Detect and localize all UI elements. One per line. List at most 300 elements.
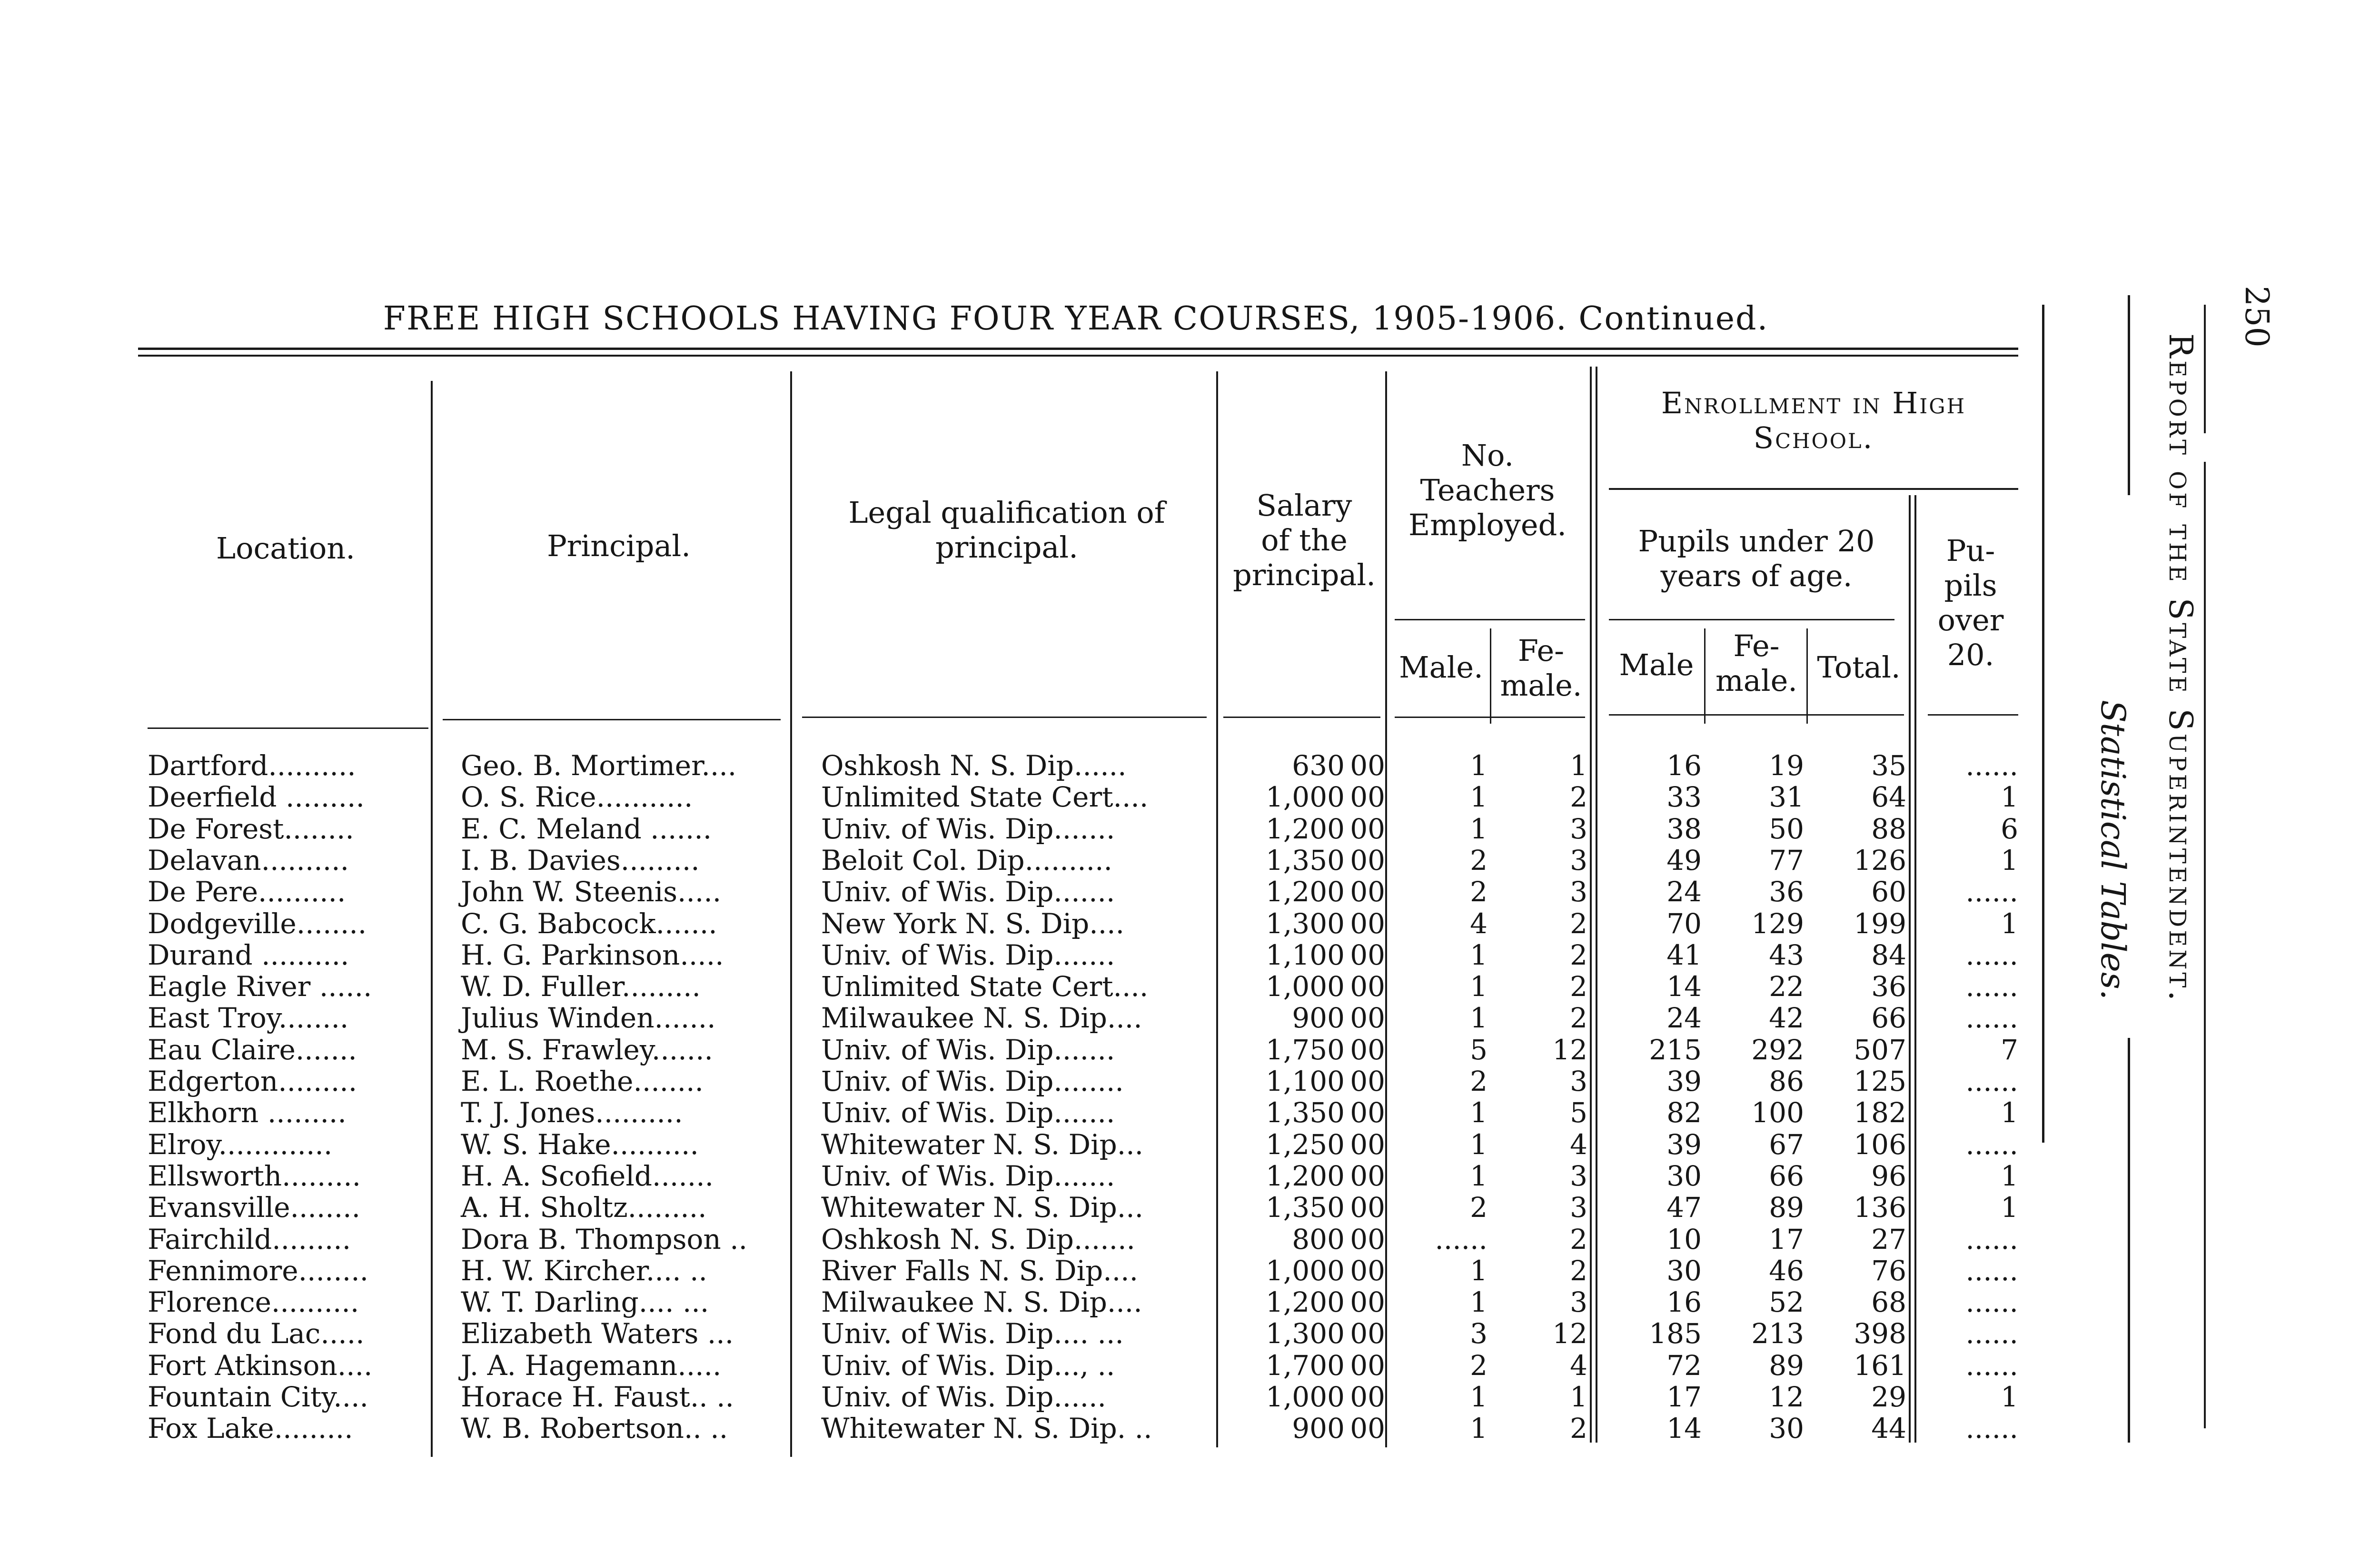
- cell-qualification: Univ. of Wis. Dip.......: [821, 1159, 1115, 1192]
- cell-p-female: 46: [1769, 1254, 1804, 1287]
- cell-qualification: Univ. of Wis. Dip.......: [821, 1096, 1115, 1129]
- cell-qualification: Oshkosh N. S. Dip......: [821, 749, 1127, 782]
- cell-p-total: 66: [1871, 1002, 1906, 1035]
- cell-t-male: 1: [1470, 749, 1488, 782]
- cell-over20: 1: [2001, 844, 2018, 877]
- header-qualification-line1: Legal qualification of: [848, 495, 1165, 530]
- cell-p-male: 38: [1666, 812, 1702, 845]
- cell-location: East Troy........: [148, 1002, 349, 1035]
- col-rule-qualification: [1216, 371, 1218, 1447]
- header-over20-line4: 20.: [1947, 638, 1994, 673]
- cell-qualification: Univ. of Wis. Dip......: [821, 1381, 1106, 1413]
- cell-location: Elkhorn .........: [148, 1096, 347, 1129]
- header-over20-line2: pils: [1944, 568, 1997, 603]
- header-over20-line3: over: [1937, 603, 2004, 638]
- header-salary-line2: of the: [1261, 523, 1348, 558]
- cell-p-male: 41: [1666, 938, 1702, 971]
- cell-qualification: Oshkosh N. S. Dip.......: [821, 1223, 1135, 1255]
- col-rule-principal: [790, 371, 792, 1457]
- header-pupils-female-line1: Fe-: [1733, 628, 1780, 663]
- cell-p-total: 27: [1871, 1223, 1906, 1255]
- cell-cents: 00: [1350, 1286, 1385, 1319]
- cell-p-male: 10: [1666, 1223, 1702, 1255]
- cell-p-total: 44: [1871, 1412, 1906, 1445]
- col-rule-pupil-female: [1806, 628, 1808, 724]
- header-teachers-line1: No.: [1461, 438, 1514, 473]
- cell-p-female: 17: [1769, 1223, 1804, 1255]
- cell-p-male: 30: [1666, 1159, 1702, 1192]
- cell-location: Evansville........: [148, 1191, 361, 1224]
- cell-p-total: 136: [1854, 1191, 1906, 1224]
- cell-p-male: 72: [1666, 1349, 1702, 1382]
- cell-principal: H. G. Parkinson.....: [461, 938, 724, 971]
- cell-salary: 800: [1292, 1223, 1345, 1255]
- cell-t-male: 1: [1470, 1096, 1488, 1129]
- header-enrollment-line1: Enrollment in High: [1661, 386, 1966, 420]
- cell-qualification: Milwaukee N. S. Dip....: [821, 1002, 1142, 1035]
- cell-qualification: New York N. S. Dip....: [821, 907, 1125, 940]
- cell-principal: Horace H. Faust.. ..: [461, 1381, 734, 1413]
- cell-p-female: 67: [1769, 1128, 1804, 1161]
- title-rule-top: [138, 348, 2018, 350]
- header-bottom-rule-teachers: [1395, 717, 1585, 718]
- cell-p-female: 43: [1769, 938, 1804, 971]
- cell-principal: C. G. Babcock.......: [461, 907, 717, 940]
- cell-p-male: 24: [1666, 1002, 1702, 1035]
- cell-cents: 00: [1350, 876, 1385, 908]
- header-qualification: [819, 495, 1195, 565]
- header-bottom-rule-principal: [443, 719, 781, 720]
- cell-cents: 00: [1350, 1349, 1385, 1382]
- cell-t-male: 4: [1470, 907, 1488, 940]
- cell-over20: ......: [1965, 1286, 2018, 1319]
- cell-p-female: 89: [1769, 1349, 1804, 1382]
- cell-qualification: Univ. of Wis. Dip.......: [821, 938, 1115, 971]
- cell-p-female: 213: [1751, 1317, 1804, 1350]
- cell-t-female: 2: [1570, 938, 1587, 971]
- cell-location: De Forest........: [148, 812, 354, 845]
- cell-t-female: 1: [1570, 1381, 1587, 1413]
- cell-cents: 00: [1350, 1412, 1385, 1445]
- cell-over20: 1: [2001, 907, 2018, 940]
- cell-p-female: 86: [1769, 1065, 1804, 1097]
- cell-principal: W. S. Hake..........: [461, 1128, 699, 1161]
- cell-p-male: 185: [1649, 1317, 1702, 1350]
- cell-salary: 1,000: [1265, 781, 1345, 814]
- cell-qualification: Univ. of Wis. Dip..., ..: [821, 1349, 1115, 1382]
- cell-p-female: 89: [1769, 1191, 1804, 1224]
- cell-t-male: 2: [1470, 1191, 1488, 1224]
- cell-over20: ......: [1965, 876, 2018, 908]
- header-pupils-over-20: [1923, 533, 2018, 673]
- header-pupils-male: Male: [1619, 648, 1694, 682]
- col-rule-location: [431, 381, 433, 1457]
- cell-t-female: 3: [1570, 844, 1587, 877]
- cell-principal: Geo. B. Mortimer....: [461, 749, 737, 782]
- cell-p-total: 161: [1854, 1349, 1906, 1382]
- header-pupils-total: Total.: [1817, 650, 1901, 685]
- cell-salary: 1,100: [1265, 1065, 1345, 1097]
- cell-p-total: 126: [1854, 844, 1906, 877]
- header-enrollment-line2: School.: [1753, 420, 1874, 456]
- cell-cents: 00: [1350, 1033, 1385, 1066]
- cell-cents: 00: [1350, 1096, 1385, 1129]
- cell-salary: 900: [1292, 1002, 1345, 1035]
- cell-over20: ......: [1965, 1002, 2018, 1035]
- cell-p-male: 49: [1666, 844, 1702, 877]
- header-over20-line1: Pu-: [1946, 533, 1995, 568]
- header-teachers-female-line1: Fe-: [1517, 633, 1565, 668]
- cell-p-male: 17: [1666, 1381, 1702, 1413]
- cell-over20: 6: [2001, 812, 2018, 845]
- cell-location: Fond du Lac.....: [148, 1317, 365, 1350]
- cell-salary: 1,200: [1265, 812, 1345, 845]
- cell-t-female: 3: [1570, 1065, 1587, 1097]
- cell-t-male: 1: [1470, 938, 1488, 971]
- cell-p-total: 106: [1854, 1128, 1906, 1161]
- cell-t-male: 2: [1470, 876, 1488, 908]
- cell-cents: 00: [1350, 970, 1385, 1003]
- cell-p-male: 39: [1666, 1128, 1702, 1161]
- header-pupils-under-20-line1: Pupils under 20: [1638, 524, 1875, 558]
- header-bottom-rule-over20: [1928, 714, 2018, 716]
- cell-p-male: 33: [1666, 781, 1702, 814]
- header-teachers: [1390, 438, 1585, 542]
- cell-t-female: 3: [1570, 876, 1587, 908]
- header-pupils-under-20-line2: years of age.: [1660, 558, 1853, 594]
- cell-location: Ellsworth.........: [148, 1159, 361, 1192]
- cell-salary: 1,750: [1265, 1033, 1345, 1066]
- cell-salary: 1,250: [1265, 1128, 1345, 1161]
- cell-t-female: 2: [1570, 1223, 1587, 1255]
- cell-p-male: 39: [1666, 1065, 1702, 1097]
- cell-location: Durand ..........: [148, 938, 349, 971]
- cell-p-total: 68: [1871, 1286, 1906, 1319]
- cell-p-male: 16: [1666, 1286, 1702, 1319]
- col-rule-pupil-male: [1704, 628, 1706, 724]
- cell-salary: 1,100: [1265, 938, 1345, 971]
- header-principal: Principal.: [547, 528, 691, 563]
- cell-t-male: 1: [1470, 1002, 1488, 1035]
- cell-principal: W. T. Darling.... ...: [461, 1286, 709, 1319]
- cell-t-male: 2: [1470, 1349, 1488, 1382]
- cell-cents: 00: [1350, 781, 1385, 814]
- running-head: Report of the State Superintendent.: [2162, 333, 2199, 1004]
- cell-principal: H. A. Scofield.......: [461, 1159, 714, 1192]
- cell-t-female: 2: [1570, 907, 1587, 940]
- cell-location: Delavan..........: [148, 844, 349, 877]
- cell-t-male: 3: [1470, 1317, 1488, 1350]
- cell-t-male: 5: [1470, 1033, 1488, 1066]
- cell-p-male: 82: [1666, 1096, 1702, 1129]
- cell-salary: 630: [1292, 749, 1345, 782]
- cell-location: Elroy.............: [148, 1128, 333, 1161]
- cell-p-female: 30: [1769, 1412, 1804, 1445]
- cell-cents: 00: [1350, 1381, 1385, 1413]
- cell-p-male: 16: [1666, 749, 1702, 782]
- cell-t-male: 1: [1470, 1159, 1488, 1192]
- pupils-sub-rule: [1609, 619, 1894, 620]
- cell-salary: 1,300: [1265, 1317, 1345, 1350]
- cell-t-female: 2: [1570, 1254, 1587, 1287]
- cell-cents: 00: [1350, 1002, 1385, 1035]
- cell-salary: 1,350: [1265, 844, 1345, 877]
- header-bottom-rule-pupils: [1609, 714, 1904, 716]
- cell-p-female: 52: [1769, 1286, 1804, 1319]
- outer-margin-rule-lower: [2204, 462, 2206, 1428]
- cell-t-female: 1: [1570, 749, 1587, 782]
- cell-qualification: Univ. of Wis. Dip.......: [821, 1033, 1115, 1066]
- col-rule-teachers-a: [1590, 367, 1592, 1443]
- cell-t-male: 1: [1470, 1381, 1488, 1413]
- cell-t-male: 1: [1470, 1286, 1488, 1319]
- cell-cents: 00: [1350, 812, 1385, 845]
- col-rule-teacher-sub: [1490, 628, 1491, 724]
- cell-salary: 1,200: [1265, 1159, 1345, 1192]
- cell-p-female: 66: [1769, 1159, 1804, 1192]
- cell-p-female: 31: [1769, 781, 1804, 814]
- cell-p-total: 29: [1871, 1381, 1906, 1413]
- section-label: Statistical Tables.: [2093, 700, 2132, 1000]
- cell-p-male: 47: [1666, 1191, 1702, 1224]
- cell-principal: T. J. Jones..........: [461, 1096, 683, 1129]
- cell-p-total: 199: [1854, 907, 1906, 940]
- cell-salary: 1,300: [1265, 907, 1345, 940]
- cell-over20: ......: [1965, 749, 2018, 782]
- cell-over20: 1: [2001, 781, 2018, 814]
- cell-location: Fort Atkinson....: [148, 1349, 373, 1382]
- cell-location: Fennimore........: [148, 1254, 369, 1287]
- cell-t-male: 2: [1470, 844, 1488, 877]
- cell-p-total: 398: [1854, 1317, 1906, 1350]
- cell-location: Fountain City....: [148, 1381, 368, 1413]
- cell-t-female: 3: [1570, 812, 1587, 845]
- header-pupils-female: [1706, 628, 1806, 698]
- cell-salary: 900: [1292, 1412, 1345, 1445]
- cell-location: De Pere..........: [148, 876, 346, 908]
- cell-principal: W. D. Fuller.........: [461, 970, 701, 1003]
- header-bottom-rule-salary: [1223, 717, 1380, 718]
- cell-principal: John W. Steenis.....: [461, 876, 722, 908]
- cell-cents: 00: [1350, 749, 1385, 782]
- cell-t-female: 3: [1570, 1191, 1587, 1224]
- header-salary: [1226, 488, 1383, 592]
- header-bottom-rule-location: [148, 727, 428, 729]
- cell-t-male: 1: [1470, 812, 1488, 845]
- cell-salary: 1,200: [1265, 876, 1345, 908]
- cell-salary: 1,350: [1265, 1096, 1345, 1129]
- cell-over20: 7: [2001, 1033, 2018, 1066]
- cell-over20: ......: [1965, 1128, 2018, 1161]
- cell-cents: 00: [1350, 1065, 1385, 1097]
- cell-p-male: 14: [1666, 970, 1702, 1003]
- cell-qualification: Whitewater N. S. Dip...: [821, 1128, 1144, 1161]
- cell-cents: 00: [1350, 1254, 1385, 1287]
- cell-location: Eagle River ......: [148, 970, 372, 1003]
- cell-p-total: 36: [1871, 970, 1906, 1003]
- header-enrollment: [1609, 386, 2018, 455]
- header-teachers-line2: Teachers: [1420, 473, 1555, 508]
- header-pupils-female-line2: male.: [1716, 663, 1797, 698]
- cell-location: Eau Claire.......: [148, 1033, 357, 1066]
- cell-location: Deerfield .........: [148, 781, 365, 814]
- header-bottom-rule-qualification: [802, 717, 1207, 718]
- cell-p-male: 24: [1666, 876, 1702, 908]
- cell-location: Fairchild.........: [148, 1223, 351, 1255]
- header-salary-line1: Salary: [1256, 488, 1352, 523]
- cell-p-total: 64: [1871, 781, 1906, 814]
- cell-principal: A. H. Sholtz.........: [461, 1191, 707, 1224]
- cell-p-female: 100: [1751, 1096, 1804, 1129]
- cell-location: Fox Lake.........: [148, 1412, 353, 1445]
- cell-t-female: 2: [1570, 781, 1587, 814]
- cell-p-female: 22: [1769, 970, 1804, 1003]
- cell-p-total: 88: [1871, 812, 1906, 845]
- cell-qualification: River Falls N. S. Dip....: [821, 1254, 1139, 1287]
- cell-qualification: Milwaukee N. S. Dip....: [821, 1286, 1142, 1319]
- cell-over20: ......: [1965, 970, 2018, 1003]
- cell-over20: 1: [2001, 1096, 2018, 1129]
- cell-t-female: 4: [1570, 1349, 1587, 1382]
- cell-p-male: 215: [1649, 1033, 1702, 1066]
- cell-cents: 00: [1350, 1223, 1385, 1255]
- cell-p-total: 96: [1871, 1159, 1906, 1192]
- cell-over20: ......: [1965, 1065, 2018, 1097]
- cell-location: Dodgeville........: [148, 907, 367, 940]
- cell-salary: 1,200: [1265, 1286, 1345, 1319]
- cell-location: Florence..........: [148, 1286, 359, 1319]
- cell-over20: ......: [1965, 1317, 2018, 1350]
- teachers-sub-rule: [1395, 619, 1585, 620]
- cell-t-female: 2: [1570, 970, 1587, 1003]
- cell-p-female: 19: [1769, 749, 1804, 782]
- cell-cents: 00: [1350, 1159, 1385, 1192]
- enrollment-rule: [1609, 488, 2018, 490]
- cell-principal: H. W. Kircher.... ..: [461, 1254, 707, 1287]
- cell-location: Dartford..........: [148, 749, 356, 782]
- margin-rule-lower: [2128, 1038, 2130, 1443]
- outer-margin-rule-upper: [2204, 305, 2206, 433]
- cell-p-female: 77: [1769, 844, 1804, 877]
- cell-principal: W. B. Robertson.. ..: [461, 1412, 728, 1445]
- cell-principal: O. S. Rice...........: [461, 781, 693, 814]
- cell-t-male: 1: [1470, 970, 1488, 1003]
- cell-salary: 1,700: [1265, 1349, 1345, 1382]
- cell-qualification: Univ. of Wis. Dip.... ...: [821, 1317, 1124, 1350]
- cell-over20: ......: [1965, 1412, 2018, 1445]
- cell-over20: 1: [2001, 1159, 2018, 1192]
- cell-t-female: 12: [1552, 1033, 1587, 1066]
- cell-p-female: 50: [1769, 812, 1804, 845]
- cell-cents: 00: [1350, 1317, 1385, 1350]
- cell-p-female: 129: [1751, 907, 1804, 940]
- cell-t-male: ......: [1435, 1223, 1488, 1255]
- cell-p-total: 35: [1871, 749, 1906, 782]
- cell-location: Edgerton.........: [148, 1065, 357, 1097]
- col-rule-total-b: [1914, 495, 1916, 1443]
- cell-t-female: 5: [1570, 1096, 1587, 1129]
- table-right-rule: [2042, 305, 2044, 1143]
- page-number: 250: [2238, 286, 2275, 348]
- col-rule-total-a: [1909, 495, 1911, 1443]
- cell-qualification: Unlimited State Cert....: [821, 781, 1149, 814]
- cell-t-female: 12: [1552, 1317, 1587, 1350]
- cell-salary: 1,350: [1265, 1191, 1345, 1224]
- cell-qualification: Whitewater N. S. Dip...: [821, 1191, 1144, 1224]
- table-title: FREE HIGH SCHOOLS HAVING FOUR YEAR COURSES, 1905-1906. Continued.: [383, 300, 1769, 338]
- cell-principal: M. S. Frawley.......: [461, 1033, 713, 1066]
- cell-t-female: 3: [1570, 1286, 1587, 1319]
- cell-principal: Dora B. Thompson ..: [461, 1223, 748, 1255]
- cell-t-male: 1: [1470, 1412, 1488, 1445]
- title-rule-bottom: [138, 355, 2018, 357]
- cell-principal: Elizabeth Waters ...: [461, 1317, 734, 1350]
- cell-t-male: 2: [1470, 1065, 1488, 1097]
- cell-t-male: 1: [1470, 781, 1488, 814]
- cell-p-male: 70: [1666, 907, 1702, 940]
- cell-p-total: 182: [1854, 1096, 1906, 1129]
- cell-p-female: 42: [1769, 1002, 1804, 1035]
- header-qualification-line2: principal.: [935, 530, 1078, 565]
- cell-p-total: 84: [1871, 938, 1906, 971]
- cell-p-total: 125: [1854, 1065, 1906, 1097]
- header-location: Location.: [216, 531, 355, 566]
- cell-qualification: Univ. of Wis. Dip.......: [821, 812, 1115, 845]
- cell-cents: 00: [1350, 938, 1385, 971]
- cell-t-male: 1: [1470, 1128, 1488, 1161]
- header-pupils-under-20: [1609, 524, 1904, 593]
- cell-p-female: 292: [1751, 1033, 1804, 1066]
- cell-over20: ......: [1965, 938, 2018, 971]
- cell-p-female: 36: [1769, 876, 1804, 908]
- cell-over20: ......: [1965, 1254, 2018, 1287]
- cell-t-female: 3: [1570, 1159, 1587, 1192]
- cell-qualification: Unlimited State Cert....: [821, 970, 1149, 1003]
- cell-t-female: 2: [1570, 1002, 1587, 1035]
- cell-principal: Julius Winden.......: [461, 1002, 716, 1035]
- cell-qualification: Beloit Col. Dip..........: [821, 844, 1112, 877]
- cell-qualification: Whitewater N. S. Dip. ..: [821, 1412, 1152, 1445]
- header-teachers-line3: Employed.: [1408, 508, 1567, 543]
- cell-p-male: 14: [1666, 1412, 1702, 1445]
- cell-t-female: 4: [1570, 1128, 1587, 1161]
- cell-p-total: 60: [1871, 876, 1906, 908]
- cell-p-total: 507: [1854, 1033, 1906, 1066]
- col-rule-salary: [1385, 371, 1387, 1447]
- header-teachers-male: Male.: [1399, 650, 1483, 685]
- cell-cents: 00: [1350, 844, 1385, 877]
- cell-cents: 00: [1350, 907, 1385, 940]
- cell-salary: 1,000: [1265, 1381, 1345, 1413]
- cell-principal: E. C. Meland .......: [461, 812, 712, 845]
- header-teachers-female-line2: male.: [1500, 668, 1582, 703]
- cell-p-male: 30: [1666, 1254, 1702, 1287]
- cell-salary: 1,000: [1265, 1254, 1345, 1287]
- cell-over20: ......: [1965, 1349, 2018, 1382]
- cell-qualification: Univ. of Wis. Dip.......: [821, 876, 1115, 908]
- margin-rule-upper: [2128, 295, 2130, 495]
- cell-t-female: 2: [1570, 1412, 1587, 1445]
- cell-p-female: 12: [1769, 1381, 1804, 1413]
- cell-principal: E. L. Roethe........: [461, 1065, 704, 1097]
- cell-p-total: 76: [1871, 1254, 1906, 1287]
- col-rule-teachers-b: [1596, 367, 1597, 1443]
- cell-t-male: 1: [1470, 1254, 1488, 1287]
- cell-cents: 00: [1350, 1128, 1385, 1161]
- cell-over20: ......: [1965, 1223, 2018, 1255]
- cell-principal: I. B. Davies.........: [461, 844, 700, 877]
- cell-principal: J. A. Hagemann.....: [461, 1349, 722, 1382]
